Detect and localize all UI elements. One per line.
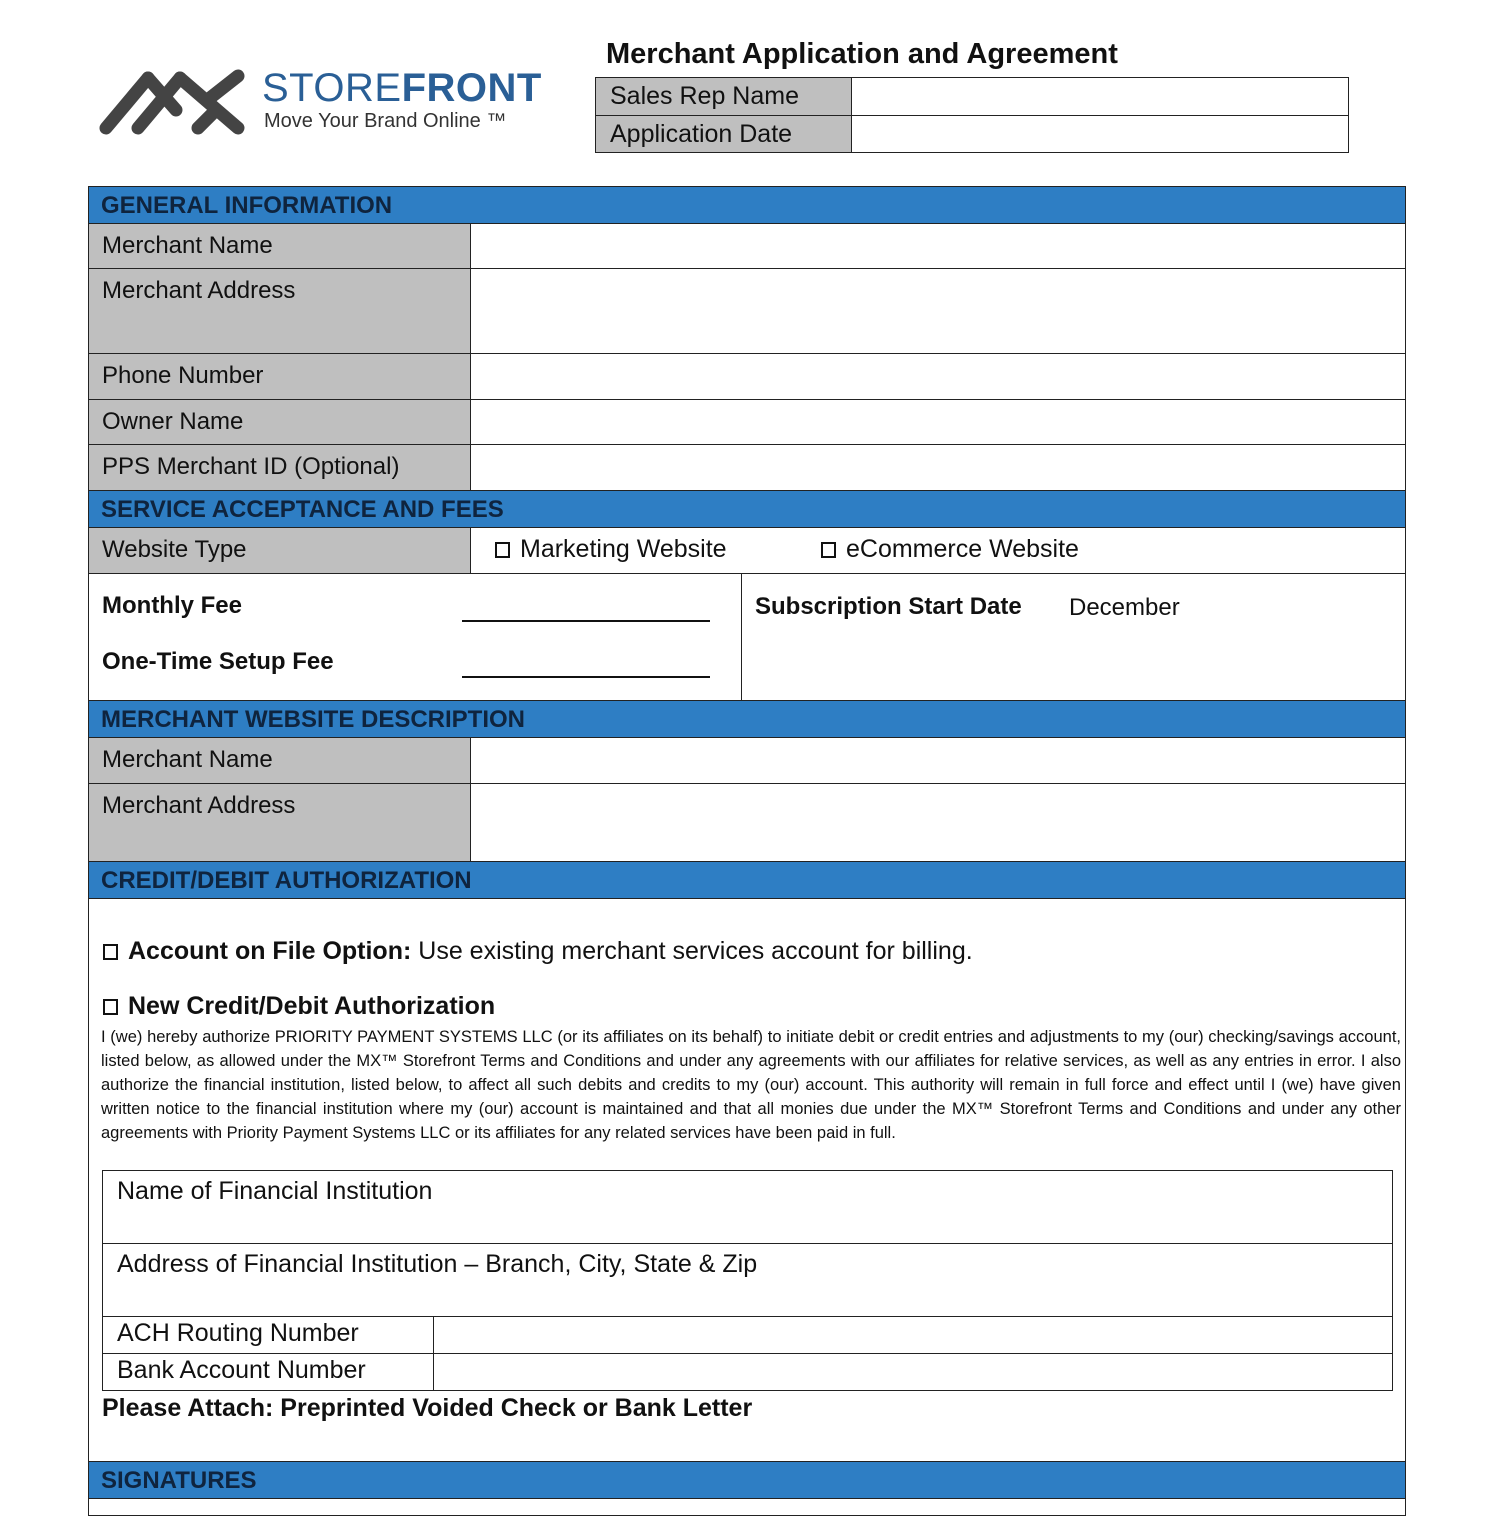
- field-label: Phone Number: [89, 354, 471, 399]
- section-signatures: SIGNATURES: [89, 1461, 1405, 1499]
- application-date-field[interactable]: [852, 116, 1348, 152]
- merchant-address-field[interactable]: [471, 269, 1405, 353]
- field-label: PPS Merchant ID (Optional): [89, 445, 471, 491]
- start-date-field[interactable]: December: [1069, 594, 1180, 621]
- field-label: ACH Routing Number: [103, 1317, 434, 1353]
- field-label: Merchant Name: [89, 738, 471, 783]
- bank-name-field[interactable]: Name of Financial Institution: [117, 1177, 433, 1205]
- monthly-fee-field[interactable]: [462, 594, 710, 622]
- application-date-label: Application Date: [596, 116, 852, 152]
- merchant-name-field[interactable]: [471, 224, 1405, 268]
- application-form: [88, 186, 1406, 1516]
- storefront-logo-icon: [98, 68, 248, 136]
- monthly-fee-label: Monthly Fee: [102, 592, 243, 619]
- setup-fee-field[interactable]: [462, 650, 710, 678]
- sales-rep-label: Sales Rep Name: [596, 78, 852, 115]
- website-merchant-name-field[interactable]: [471, 738, 1405, 783]
- section-merchant-website-description: MERCHANT WEBSITE DESCRIPTION: [89, 700, 1405, 738]
- checkbox-icon: [821, 542, 836, 558]
- authorization-text: I (we) hereby authorize PRIORITY PAYMENT SYSTEMS LLC (or its affiliates on its behalf) to initiate debit or credit entries and adjustments to my (our) checking/savings account, listed below, as allowed under the MX™ Storefront Terms and Conditions and under any agreements with our affiliates for relative services, as well as any entries in error. I also authorize the financial institution, listed below, to affect all such debits and credits to my (our) account. This authority will remain in full force and effect until I (we) have given written notice to the financial institution where my (our) account is maintained and that all monies due under the MX™ Storefront Terms and Conditions and under any other agreements with Priority Payment Systems LLC or its affiliates for any related services have been paid in full.: [101, 1028, 1401, 1142]
- field-label: Merchant Name: [89, 224, 471, 268]
- field-label: Website Type: [89, 528, 471, 573]
- section-general-information: GENERAL INFORMATION: [89, 186, 1405, 224]
- phone-number-field[interactable]: [471, 354, 1405, 399]
- checkbox-icon: [103, 999, 118, 1015]
- bank-address-field[interactable]: Address of Financial Institution – Branch, City, State & Zip: [117, 1250, 758, 1278]
- routing-number-field[interactable]: [434, 1317, 1392, 1353]
- setup-fee-label: One-Time Setup Fee: [102, 648, 334, 675]
- field-label: Bank Account Number: [103, 1354, 434, 1390]
- section-service-acceptance: SERVICE ACCEPTANCE AND FEES: [89, 490, 1405, 528]
- new-authorization-checkbox[interactable]: New Credit/Debit Authorization: [103, 992, 495, 1021]
- header-fields: [595, 77, 1349, 153]
- marketing-website-checkbox[interactable]: Marketing Website: [495, 535, 727, 564]
- field-label: Merchant Address: [89, 269, 471, 353]
- sales-rep-field[interactable]: [852, 78, 1348, 115]
- page-title: Merchant Application and Agreement: [606, 38, 1118, 70]
- owner-name-field[interactable]: [471, 400, 1405, 444]
- field-label: Owner Name: [89, 400, 471, 444]
- attach-note: Please Attach: Preprinted Voided Check or Bank Letter: [102, 1394, 753, 1422]
- account-on-file-checkbox[interactable]: Account on File Option: Use existing merchant services account for billing.: [103, 937, 973, 966]
- account-number-field[interactable]: [434, 1354, 1392, 1390]
- website-merchant-address-field[interactable]: [471, 784, 1405, 862]
- ecommerce-website-checkbox[interactable]: eCommerce Website: [821, 535, 1079, 564]
- bank-info-table: [102, 1170, 1393, 1391]
- section-credit-debit-authorization: CREDIT/DEBIT AUTHORIZATION: [89, 861, 1405, 899]
- divider: [741, 574, 742, 701]
- brand-name: STOREFRONT: [262, 66, 542, 110]
- start-date-label: Subscription Start Date: [755, 593, 1022, 620]
- field-label: Merchant Address: [89, 784, 471, 862]
- pps-merchant-id-field[interactable]: [471, 445, 1405, 491]
- fees-block: [89, 574, 1405, 701]
- checkbox-icon: [495, 542, 510, 558]
- checkbox-icon: [103, 944, 118, 960]
- brand-tagline: Move Your Brand Online ™: [264, 110, 507, 132]
